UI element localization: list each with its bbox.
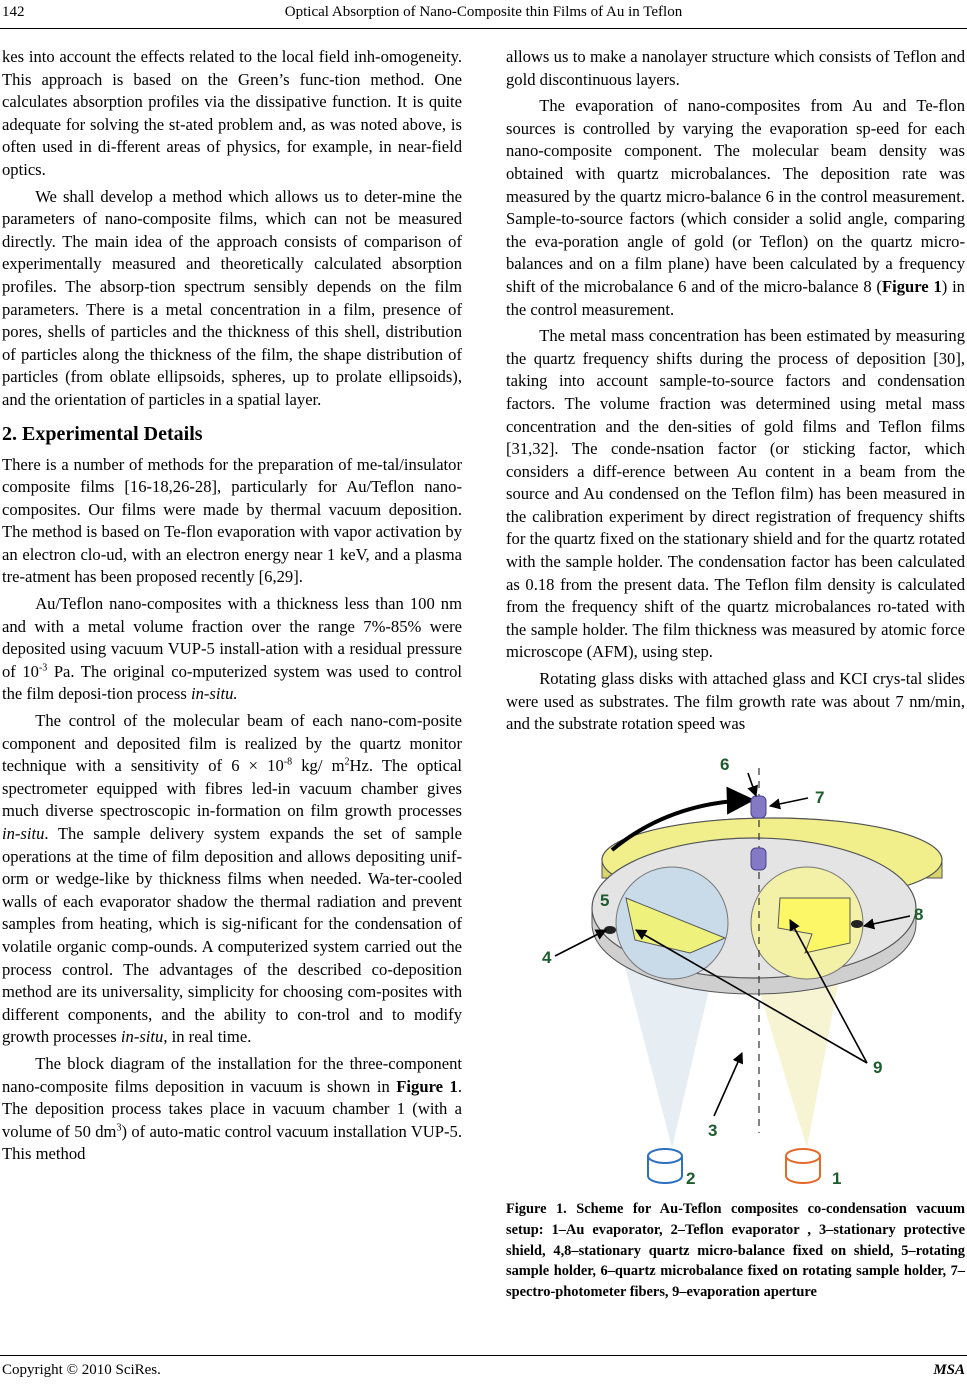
paragraph: The evaporation of nano-composites from Au and Te-flon sources is controlled by varying the evaporation sp-eed for each nano-composite component. The molecular beam density was obtained with quartz microbalances. The deposition rate was measured by the quartz micro-balance 6 in the control measurement. Sample-to-source factors (which consider a solid angle, comparing the eva-poration angle of gold (or Teflon) on the quartz micro-balances and on a film plane) have been calculated by a frequency shift of the microbalance 6 and of the micro-balance 8 (Figure 1) in the control measurement.	[506, 96, 965, 319]
paragraph: The control of the molecular beam of each nano-com-posite component and deposited film is realized by the quartz monitor technique with a sensitivity of $6 \times 10^{-8}$ kg/ $m^2Hz$. The optical spectrometer equipped with fibres led-in vacuum chamber gives much diverse spectroscopic in-formation on film growth processes in-situ. The sample delivery system expands the set of sample operations at the time of film deposition and allows depositing unif-orm or wedge-like by thickness films when needed. Wa-ter-cooled walls of each evaporator shadow the thermal radiation and prevent samples from heating, which is sig-nificant for the condensation of volatile organic comp-ounds. A computerized system carried out the process control. The advantages of the described co-deposition method are its universality, simplicity for choosing com-posites with different components, and the ability to con-trol and to modify growth processes in-situ, in real time.	[2, 711, 463, 1047]
paragraph: Au/Teflon nano-composites with a thickness less than 100 nm and with a metal volume fraction over the range 7%-85% were deposited using vacuum VUP-5 install-ation with a residual pressure of $10^{-3}$ Pa. The original co-mputerized system was used to control the film deposi-tion process in-situ.	[2, 594, 462, 704]
label-6: 6	[720, 755, 730, 774]
figure-caption: Figure 1. Scheme for Au-Teflon composites co-condensation vacuum setup: 1–Au evaporator, 2–Teflon evaporator , 3–stationary protective shield, 4,8–stationary quartz micro-balance fixed on shield, 5–rotating sample holder, 6–quartz microbalance fixed on rotating sample holder, 7–spectro-photometer fibers, 9–evaporation aperture	[506, 1201, 965, 1301]
right-column	[506, 46, 965, 740]
running-title: Optical Absorption of Nano-Composite thin Films of Au in Teflon	[284, 4, 683, 20]
deposition-setup-diagram	[520, 748, 965, 1184]
page-number: 142	[2, 4, 25, 20]
label-7: 7	[815, 788, 825, 807]
label-4: 4	[542, 948, 552, 967]
header-rule	[0, 28, 967, 29]
page-header	[0, 0, 967, 30]
paragraph: There is a number of methods for the preparation of me-tal/insulator composite films [16-18,26-28], particularly for Au/Teflon nano-composites. Our films were made by thermal vacuum deposition. The method is based on Te-flon evaporation with vapor activation by an electron clo-ud, with an electron energy near 1 keV, and a plasma tre-atment has been proposed recently [6,29].	[2, 454, 462, 587]
label-8: 8	[914, 905, 924, 924]
teflon-evaporator-2	[648, 1149, 682, 1183]
paragraph: We shall develop a method which allows us to deter-mine the parameters of nano-composite films, which can not be measured directly. The main idea of the approach consists of comparison of experimentally measured and theoretically calculated absorption profiles. The absorp-tion spectrum sensibly depends on the film parameters. There is a metal concentration in a film, presence of pores, shells of particles and the thickness of this shell, distribution of particles along the thickness of the film, the shape distribution of particles (from oblate ellipsoids, spheres, up to prolate ellipsoids), and the orientation of particles in a spatial layer.	[2, 186, 462, 409]
copyright: Copyright © 2010 SciRes.	[2, 1362, 161, 1378]
label-2: 2	[686, 1169, 696, 1184]
section-heading: 2. Experimental Details	[2, 422, 203, 445]
footer-rule	[0, 1355, 967, 1356]
left-column	[2, 46, 462, 1170]
paragraph: kes into account the effects related to the local field inh-omogeneity. This approach is based on the Green’s func-tion method. One calculates absorption profiles via the dissipative function. It is quite adequate for solving the st-ated problem and, as was noted above, is often used in di-fferent areas of physics, for example, in near-field optics.	[2, 47, 462, 179]
label-9: 9	[873, 1058, 883, 1077]
figure-1	[520, 748, 965, 1184]
label-5: 5	[600, 891, 610, 910]
label-1: 1	[832, 1169, 842, 1184]
journal-name: MSA	[933, 1362, 965, 1378]
paragraph: The block diagram of the installation for the three-component nano-composite films deposition in vacuum is shown in Figure 1. The deposition process takes place in vacuum chamber 1 (with a volume of 50 $dm^3$) of auto-matic control vacuum installation VUP-5. This method	[2, 1053, 462, 1164]
paragraph: Rotating glass disks with attached glass and KCI crys-tal slides were used as substrates. The film growth rate was about 7 nm/min, and the substrate rotation speed was	[506, 669, 965, 734]
au-evaporator-1	[786, 1149, 820, 1183]
label-3: 3	[708, 1121, 718, 1140]
quartz-microbalance-8-icon	[851, 920, 863, 928]
paragraph: The metal mass concentration has been estimated by measuring the quartz frequency shifts during the process of deposition [30], taking into account sample-to-source factors and condensation factors. The volume fraction was determined using metal mass concentration and the den-sities of gold films and Teflon films [31,32]. The conde-nsation factor (or sticking factor, which considers a diff-erence between Au content in a beam from the source and Au condensed on the Teflon film) has been measured in the calibration experiment by direct registration of frequency shifts for the quartz fixed on the stationary shield and for the quartz rotated with the sample holder. The condensation factor has been calculated as 0.18 from the present data. The Teflon film density is calculated from the frequency shift of the quartz microbalances ro-tated with the sample holder. The film thickness was measured by atomic force microscope (AFM), using step.	[506, 326, 965, 662]
paragraph: allows us to make a nanolayer structure which consists of Teflon and gold discontinuous layers.	[506, 47, 965, 89]
